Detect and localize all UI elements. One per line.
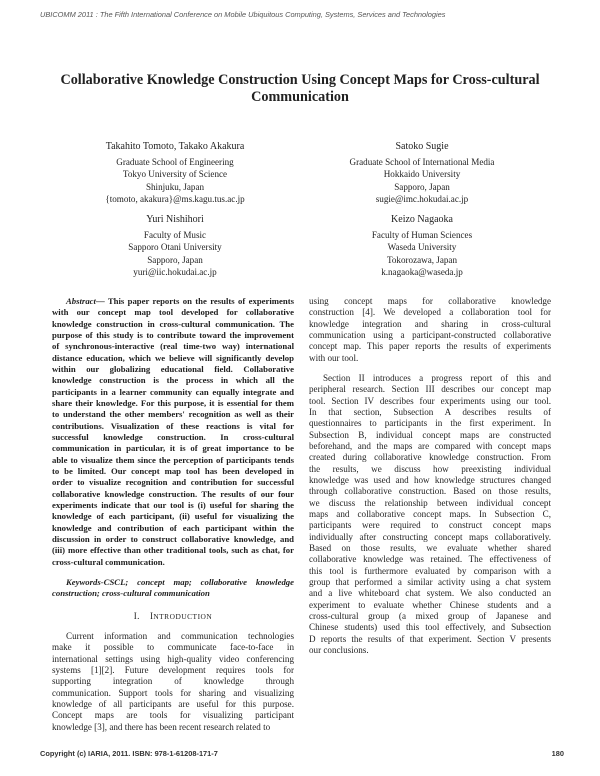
text-line: cross-cultural group (a mixed group of Japanese and xyxy=(309,610,551,621)
text-line: experiment to evaluate whether Chinese students and a xyxy=(309,599,551,610)
author-location: Shinjuku, Japan xyxy=(145,181,205,192)
left-column xyxy=(52,296,294,733)
text-line: contributions. Visualization of these reactions is vital for xyxy=(52,420,294,431)
text-line: the results, we discuss how preexisting individual xyxy=(309,463,551,474)
text-line: peripheral research. Section III describes our concept map xyxy=(309,384,551,395)
text-line: make it possible to communicate face-to-face in xyxy=(52,642,294,653)
introduction-paragraph-continued xyxy=(309,296,551,364)
text-line: supporting integration of knowledge through xyxy=(52,676,294,687)
text-line: D reports the results of that experiment. Section V presents xyxy=(309,633,551,644)
text-line: Keywords-CSCL; concept map; collaborative knowledge xyxy=(66,576,294,587)
text-line: to understand the other members' recognition as well as their xyxy=(52,409,294,420)
text-line: Section II introduces a progress report of this and xyxy=(323,372,551,383)
author-block-sugie xyxy=(302,140,542,205)
text-line: group that performed a similar activity using a chat system xyxy=(309,576,551,587)
text-line: knowledge integration and sharing in cross-cultural xyxy=(309,318,551,329)
text-line: Subsection B, individual concept maps are constructed xyxy=(309,429,551,440)
text-line: created during collaborative knowledge construction. From xyxy=(309,452,551,463)
paper-title-line-1: Collaborative Knowledge Construction Using Concept Maps for Cross-cultural xyxy=(60,72,540,88)
text-line: experiments indicate that our tool is (i) useful for sharing the xyxy=(52,499,294,510)
text-line: construction; cross-cultural communication xyxy=(52,588,210,599)
text-line: communication using a participant-constructed collaborative xyxy=(309,329,551,340)
text-line: with our tool. xyxy=(309,352,359,363)
author-name: Satoko Sugie xyxy=(395,141,449,152)
author-block-tomoto-akakura xyxy=(55,140,295,205)
text-line: and a live whiteboard chat system. We also conducted an xyxy=(309,588,551,599)
text-line: communication in particular, it is of great importance to be xyxy=(52,443,294,454)
text-line: knowledge construction is the process in which all the xyxy=(52,375,294,386)
section-title-rest: NTRODUCTION xyxy=(153,611,213,621)
author-institution: Waseda University xyxy=(387,242,457,253)
text-line: with our concept map tool developed for collaborative xyxy=(52,307,294,318)
author-institution: Sapporo Otani University xyxy=(128,242,222,253)
section-number: I. xyxy=(133,610,140,621)
text-line: we discuss the relationship between individual concept xyxy=(309,497,551,508)
text-line: questionnaires to participants in the first experiment. In xyxy=(309,418,551,429)
abstract-label: Abstract xyxy=(66,296,96,306)
text-line: order to visualize recognition and contribution for successful xyxy=(52,477,294,488)
author-email: yuri@iic.hokudai.ac.jp xyxy=(133,266,217,277)
author-email: k.nagaoka@waseda.jp xyxy=(381,266,463,277)
text-line: In that section, Subsection A describes results of xyxy=(309,406,551,417)
text-line: through collaborative construction. Based on those results, xyxy=(309,486,551,497)
text-line: systems [1][2]. Future development requires tools for xyxy=(52,664,294,675)
text-line: successful knowledge construction. In cross-cultural xyxy=(52,431,294,442)
text-line: Based on those results, we evaluate whether shared xyxy=(309,542,551,553)
text-line: (iii) more effective than other traditional tools, such as chat, for xyxy=(52,545,294,556)
text-line: knowledge of each participant, (ii) useful for visualizing the xyxy=(52,511,294,522)
text-line: international settings using high-quality video conferencing xyxy=(52,653,294,664)
text-line: Current information and communication technologies xyxy=(66,630,294,641)
author-institution: Tokyo University of Science xyxy=(122,169,228,180)
author-block-nishihori xyxy=(55,213,295,278)
text-line: tool. Section IV describes four experiments using our tool. xyxy=(309,395,551,406)
text-line: Chinese students) used this tool effectively, and Subsection xyxy=(309,622,551,633)
text-line: able to visualize them since the perception of participants tends xyxy=(52,454,294,465)
text-line: maps and collaborative concept maps. In Subsection C, xyxy=(309,508,551,519)
paper-organization-paragraph xyxy=(309,373,551,656)
text-line: knowledge construction in cross-cultural communication. The xyxy=(52,318,294,329)
footer-copyright: Copyright (c) IARIA, 2011. ISBN: 978-1-61208-171-7 xyxy=(40,749,218,758)
text-line: of synchronous-interactive (real time-two way) international xyxy=(52,341,294,352)
text-line: communication. Support tools for sharing and visualizing xyxy=(52,687,294,698)
text-line: concept map. This paper reports the results of experiments xyxy=(309,341,551,352)
abstract-text: — This paper reports on the results of experiments xyxy=(95,296,294,306)
introduction-paragraph xyxy=(52,631,294,733)
author-email: {tomoto, akakura}@ms.kagu.tus.ac.jp xyxy=(105,193,245,204)
text-line: knowledge was used and how knowledge structures changed xyxy=(309,474,551,485)
author-name: Yuri Nishihori xyxy=(146,214,204,225)
right-column xyxy=(309,296,551,656)
text-line: using concept maps for collaborative knowledge xyxy=(309,296,551,306)
author-location: Tokorozawa, Japan xyxy=(386,254,458,265)
text-line: construction [4]. We developed a collaboration tool for xyxy=(309,307,551,318)
text-line: Concept maps are tools for visualizing participant xyxy=(52,710,294,721)
section-heading-introduction xyxy=(52,611,294,622)
text-line: cross-cultural communication. xyxy=(52,556,165,567)
keywords xyxy=(52,577,294,600)
text-line: distance education, which we believe will significantly develop xyxy=(52,352,294,363)
section-title-initial: I xyxy=(149,610,154,621)
text-line: collaborative knowledge was retained. The effectiveness of xyxy=(309,554,551,565)
text-line xyxy=(52,296,294,307)
text-line: within our globalizing educational field. Collaborative xyxy=(52,363,294,374)
text-line: collaborative knowledge construction. The results of our four xyxy=(52,488,294,499)
text-line: knowledge and contribution of each participant within the xyxy=(52,522,294,533)
text-line: beforehand, and the maps are compared with concept maps xyxy=(309,440,551,451)
paper-title-line-2: Communication xyxy=(251,89,349,105)
author-institution: Hokkaido University xyxy=(383,169,461,180)
author-email: sugie@imc.hokudai.ac.jp xyxy=(375,193,469,204)
author-affiliation: Faculty of Music xyxy=(143,230,207,240)
author-block-nagaoka xyxy=(302,213,542,278)
text-line: this tool is furthermore evaluated by comparison with a xyxy=(309,565,551,576)
author-affiliation: Graduate School of International Media xyxy=(349,157,495,167)
text-line: knowledge of all participants are useful for this purpose. xyxy=(52,698,294,709)
running-header: UBICOMM 2011 : The Fifth International Conference on Mobile Ubiquitous Computing, Systems, Services and Technologies xyxy=(40,10,446,19)
paper-title xyxy=(40,72,560,106)
text-line: individually after constructing concept maps collaboratively. xyxy=(309,531,551,542)
author-location: Sapporo, Japan xyxy=(394,181,450,192)
abstract xyxy=(52,296,294,568)
author-location: Sapporo, Japan xyxy=(147,254,203,265)
text-line: participants were required to construct concept maps xyxy=(309,520,551,531)
author-affiliation: Graduate School of Engineering xyxy=(116,157,234,167)
text-line: our conclusions. xyxy=(309,644,369,655)
text-line: discussion in order to construct collaborative knowledge, and xyxy=(52,533,294,544)
text-line: to be limited. Our concept map tool has been developed in xyxy=(52,465,294,476)
page-number: 180 xyxy=(551,749,564,758)
text-line: purpose of this study is to contribute toward the improvement xyxy=(52,329,294,340)
text-line: participants in a learner community can equally integrate and xyxy=(52,386,294,397)
text-line: share their knowledge. For this purpose, it is essential for them xyxy=(52,397,294,408)
author-affiliation: Faculty of Human Sciences xyxy=(371,230,473,240)
text-line: knowledge [3], and there has been recent research related to xyxy=(52,721,271,732)
author-name: Takahito Tomoto, Takako Akakura xyxy=(105,141,245,152)
author-name: Keizo Nagaoka xyxy=(391,214,453,225)
